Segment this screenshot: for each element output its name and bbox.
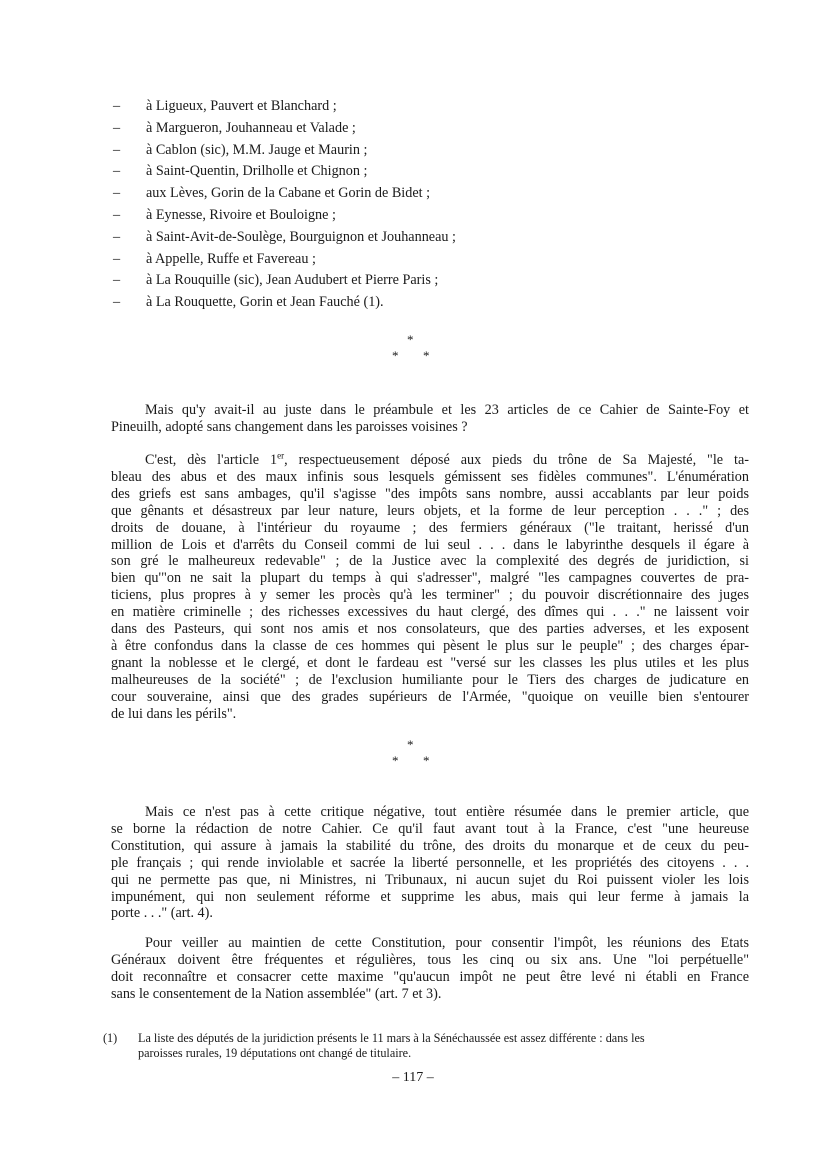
list-item: – à Eynesse, Rivoire et Bouloigne ; [113, 206, 336, 223]
text-line: Constitution, qui assure à jamais la stabilité du trône, des droits du monarque et de ceux du peu- [111, 837, 749, 854]
text-line: Mais qu'y avait-il au juste dans le préambule et les 23 articles de ce Cahier de Sainte-Foy et [145, 402, 749, 418]
text-line: sans le consentement de la Nation assemblée" (art. 7 et 3). [111, 985, 442, 1002]
list-item: – à La Rouquille (sic), Jean Audubert et Pierre Paris ; [113, 272, 439, 289]
text-line: que gênants et désastreux par leur nature, leurs objets, et la forme de leur perception . . ." ; des [111, 502, 749, 519]
list-item: – à Cablon (sic), M.M. Jauge et Maurin ; [113, 141, 368, 158]
text-line: son gré le malheureux redevable" ; de la Justice avec la complexité des degrés de juridiction, si [111, 553, 749, 570]
asterisk: * [392, 753, 399, 768]
footnote-text [138, 1031, 752, 1060]
text-line: Pineuilh, adopté sans changement dans les paroisses voisines ? [111, 418, 468, 435]
list-item-text: à Cablon (sic), M.M. Jauge et Maurin ; [146, 141, 368, 158]
paragraph [111, 452, 749, 723]
text-line: ticiens, plus propres à y semer les procès qu'à les terminer" ; du pouvoir discrétionnaire des juges [111, 587, 749, 604]
list-item: – à Appelle, Ruffe et Favereau ; [113, 250, 316, 267]
text-line: bien qu'"on ne sait la plupart du temps à qui s'adresser", malgré "les campagnes couvertes de pra- [111, 570, 749, 587]
footnote-number: (1) [103, 1031, 118, 1045]
text-line: dans des Pasteurs, qui sont nos amis et nos consolateurs, que des parties adverses, et les exposent [111, 621, 749, 638]
text-line: Pour veiller au maintien de cette Constitution, pour consentir l'impôt, les réunions des Etats [145, 935, 749, 951]
text-line: million de Lois et d'arrêts du Conseil commi de lui seul . . . dans le labyrinthe desquels il égare à [111, 536, 749, 553]
section-separator [370, 738, 440, 768]
list-item: – à Ligueux, Pauvert et Blanchard ; [113, 98, 337, 114]
text-line: de lui dans les périls". [111, 705, 237, 722]
text-line: Généraux doivent être fréquentes et régulières, tous les cinq ou six ans. Une "loi perpétuelle" [111, 951, 749, 968]
page-number: – 117 – [392, 1070, 434, 1085]
text-line: Mais ce n'est pas à cette critique négative, tout entière résumée dans le premier article, que [145, 804, 749, 820]
list-item: – à Saint-Quentin, Drilholle et Chignon ; [113, 163, 368, 180]
text-line: des griefs est sans ambages, qu'il s'agisse "des impôts sans nombre, aussi accablants par leur poids [111, 485, 749, 502]
paragraph [111, 935, 749, 1003]
text-line: C'est, dès l'article 1er, respectueusement déposé aux pieds du trône de Sa Majesté, "le ta- [145, 450, 749, 468]
asterisk: * [423, 753, 430, 768]
list-item-text: à Eynesse, Rivoire et Bouloigne ; [146, 206, 336, 223]
list-item: – aux Lèves, Gorin de la Cabane et Gorin de Bidet ; [113, 185, 431, 202]
deputies-list [113, 96, 733, 314]
asterisk: * [407, 332, 414, 347]
paragraph [111, 804, 749, 922]
list-item-text: à Appelle, Ruffe et Favereau ; [146, 250, 316, 267]
text-line: gnant la noblesse et le clergé, et dont le fardeau est "versé sur les classes les plus utiles et les plus [111, 654, 749, 671]
list-item-text: à Ligueux, Pauvert et Blanchard ; [146, 98, 337, 114]
asterisk: * [392, 348, 399, 363]
list-item-text: à Margueron, Jouhanneau et Valade ; [146, 119, 356, 136]
list-item: – à La Rouquette, Gorin et Jean Fauché (1). [113, 294, 384, 311]
list-item: – à Margueron, Jouhanneau et Valade ; [113, 119, 356, 136]
list-item-text: à Saint-Quentin, Drilholle et Chignon ; [146, 163, 368, 180]
list-item-text: aux Lèves, Gorin de la Cabane et Gorin de Bidet ; [146, 185, 431, 202]
text-line: à être confondus dans la classe de ces hommes qui pèsent le plus sur le peuple" ; des charges épar- [111, 637, 749, 654]
asterisk: * [407, 737, 414, 752]
text-line: impunément, qui non seulement réforme et supprime les abus, mais qui leur ferme à jamais la [111, 888, 749, 905]
text-line: droits de douane, à l'intérieur du royaume ; des fermiers généraux ("le traitant, herissé d'un [111, 519, 749, 536]
asterisk: * [423, 348, 430, 363]
text-line: en matière criminelle ; des richesses excessives du haut clergé, des dîmes qui . . ." ne laissent voir [111, 604, 749, 621]
text-line: La liste des députés de la juridiction présents le 11 mars à la Sénéchaussée est assez différente : dans les [138, 1031, 645, 1045]
section-separator [370, 333, 440, 363]
list-item: – à Saint-Avit-de-Soulège, Bourguignon et Jouhanneau ; [113, 228, 456, 245]
text-line: malheureuses de la société" ; de l'exclusion humiliante pour le Tiers des charges de judicature en [111, 671, 749, 688]
text-line: ple français ; qui rende inviolable et sacrée la liberté personnelle, et les propriétés des citoyens . . . [111, 854, 749, 871]
text-line: se borne la rédaction de notre Cahier. Ce qu'il faut avant tout à la France, c'est "une heureuse [111, 820, 749, 837]
text-line: paroisses rurales, 19 députations ont changé de titulaire. [138, 1045, 412, 1060]
text-line: bleau des abus et des maux infinis sous lesquels gémissent ses fidèles communes". L'énumération [111, 468, 749, 485]
text-line: porte . . ." (art. 4). [111, 905, 213, 922]
list-item-text: à La Rouquette, Gorin et Jean Fauché (1). [146, 294, 384, 311]
list-item-text: à La Rouquille (sic), Jean Audubert et Pierre Paris ; [146, 272, 439, 289]
list-item-text: à Saint-Avit-de-Soulège, Bourguignon et Jouhanneau ; [146, 228, 456, 245]
text-line: doit reconnaître et consacrer cette maxime "qu'aucun impôt ne peut être levé ni établi en France [111, 968, 749, 985]
text-line: cour souveraine, ainsi que des grades supérieurs de l'Armée, "quoique on veuille bien s'entourer [111, 688, 749, 705]
paragraph [111, 402, 749, 436]
text-line: qui ne permette pas que, ni Ministres, ni Tribunaux, ni aucun sujet du Roi puissent violer les lois [111, 871, 749, 888]
